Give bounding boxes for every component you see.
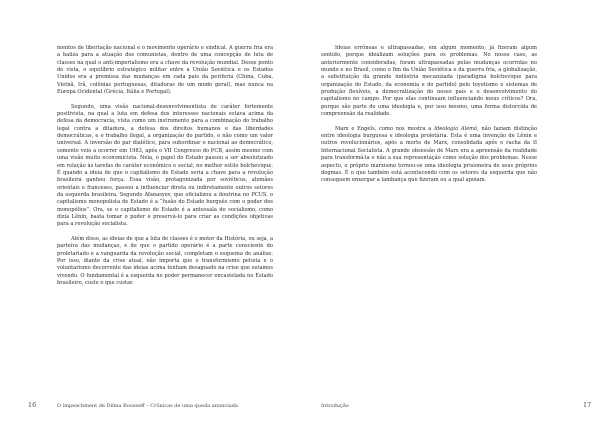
running-footer: O impeachment de Dilma Rousseff – Crônicas de uma queda anunciada: [57, 403, 238, 409]
running-footer: Introdução: [321, 403, 349, 409]
paragraph: Segundo, uma visão nacional-desenvolvimentista de caráter fortemente positivista, na qual a luta em defesa dos interesses nacionais estava acima da defesa da democracia, vista como um instrumento para a combinação do trabalho legal contra a ditadura, a defesa dos direitos humanos e das liberdades democráticas, e o trabalho ilegal, a organização do partido, e não como um valor universal. A inversão do par dialético, para subordinar o nacional ao democrático, somente veio a ocorrer em 1983, após o VII Congresso do PCB, assim mesmo com uma visão muito economicista. Nela, o papel do Estado passou a ser absolutizado em relação às tarefas de caráter econômico e social, no melhor estilo bolchevique. É quando a ideia de que o capitalismo de Estado seria a chave para a revolução brasileira ganhou força. Essa visão, protagonizada por soviéticos, alemães orientais e franceses, passou a influenciar direta ou indiretamente outros setores da esquerda brasileira. Segundo Afanasyev, que oficializou a doutrina no PCUS, o capitalismo monopolista de Estado é a “fusão do Estado burguês com o poder dos monopólios”. Ora, se o capitalismo de Estado é a antessala do socialismo, como dizia Lênin, basta tomar o poder e preservá-lo para criar as condições objetivas para a revolução socialista.: [57, 103, 273, 228]
paragraph: [321, 126, 537, 185]
paragraph-text: Marx e Engels, como nos mostra a: [335, 125, 435, 132]
page-number: 16: [28, 401, 37, 409]
paragraph: Ideias errôneas e ultrapassadas, em algum momento, já fizeram algum sentido, porque idealizam soluções para os problemas. No nosso caso, as anteriormente consideradas, foram ultrapassadas pelas mudanças ocorridas no mundo e no Brasil, como o fim da União Soviética e da guerra fria, a globalização, a substituição da grande indústria mecanizada (paradigma bolchevique para organização do Estado, da economia e do partido) pelo toyotismo e sistemas de produção flexíveis, a democratização do nosso país e o desenvolvimento do capitalismo no campo. Por que elas continuam influenciando meus críticos? Ora, porque são parte de uma ideologia e, por isso mesmo, uma forma distorcida de compreensão da realidade.: [321, 45, 537, 118]
paragraph-text: , não faziam distinção entre ideologia burguesa e ideologia proletária. Esta é uma invenção de Lênin e outros revolucionários, após a morte de Marx, consolidada após o racha da II Internacional Socialista. A grande obsessão de Marx era a apreensão da realidade para transformá-la e não a sua representação como solução dos problemas. Nesse aspecto, o próprio marxismo tornou-se uma ideologia prisioneira de seus próprios dogmas. É o que também está acontecendo com os setores da esquerda que não conseguem enxergar a lambança que fizeram ou a qual apoiam.: [321, 125, 537, 184]
right-page: [300, 0, 600, 439]
left-text-column: [57, 45, 273, 287]
book-title: Ideologia Alemã: [434, 125, 478, 132]
page-number: 17: [583, 401, 592, 409]
paragraph: Além disso, as ideias de que a luta de classes é o motor da História, ou seja, a parteira das mudanças, e de que o partido operário é a parte consciente do proletariado e a vanguarda da revolução social, completam o esquema de análise. Por isso, diante da crise atual, não importa que o transformismo petista e o voluntarismo decorrente das ideias acima tenham desaguado na crise que estamos vivendo. O fundamental é a esquerda no poder permanecer encastelada no Estado brasileiro, custe o que custar.: [57, 235, 273, 286]
paragraph: mentos de libertação nacional e o movimento operário e sindical. A guerra fria era a baliza para a atuação dos comunistas, dentro de uma concepção de luta de classes na qual o anti-imperialismo era a chave da revolução mundial. Desse ponto de vista, o equilíbrio estratégico militar entre a União Soviética e os Estados Unidos era a premissa das mudanças em cada país da periferia (China, Cuba, Vietnã, Irã, colônias portuguesas, ditaduras de um modo geral), mas nunca na Europa Ocidental (Grécia, Itália e Portugal).: [57, 45, 273, 96]
right-text-column: [321, 45, 537, 185]
